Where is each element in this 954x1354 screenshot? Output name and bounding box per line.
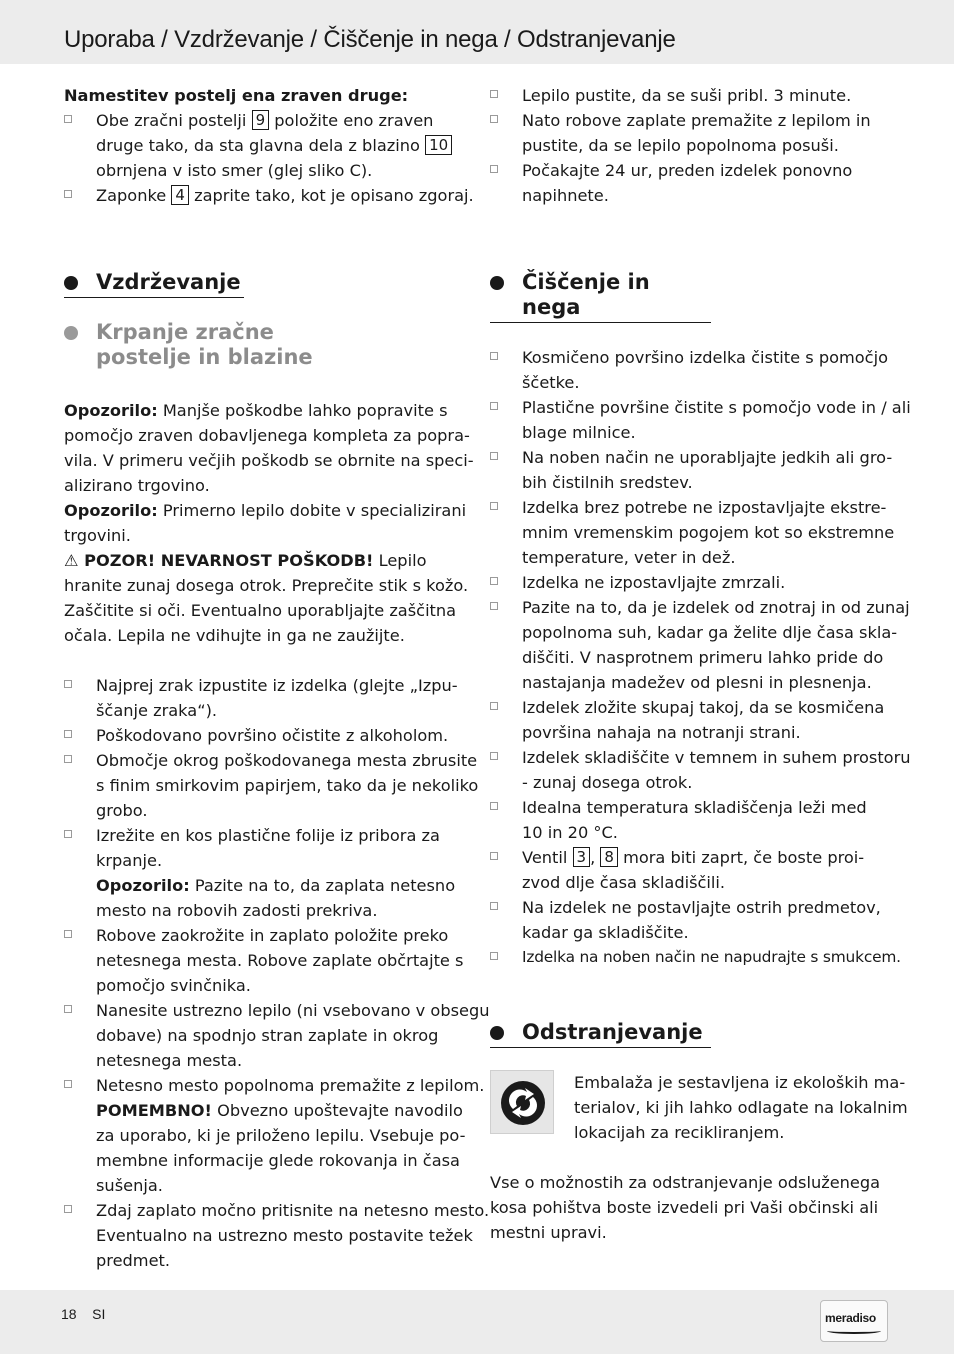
checkbox-bullet-icon <box>64 680 72 688</box>
checkbox-bullet-icon <box>64 1080 72 1088</box>
list-item: Izdelek zložite skupaj takoj, da se kosmičena površina nahaja na notranji strani. <box>490 695 890 745</box>
checkbox-bullet-icon <box>490 702 498 710</box>
list-item: Izdelka brez potrebe ne izpostavljajte ekstre- mnim vremenskim pogojem kot so ekstremne temperature, veter in dež. <box>490 495 890 570</box>
checkbox-bullet-icon <box>490 402 498 410</box>
list-item: Nanesite ustrezno lepilo (ni vsebovano v obsegu dobave) na spodnjo stran zaplate in okrog netesnega mesta. <box>64 998 464 1073</box>
bullet-dot-icon <box>64 276 78 290</box>
list-item: Izdelka ne izpostavljajte zmrzali. <box>490 570 890 595</box>
list-item: Pazite na to, da je izdelek od znotraj in od zunaj popolnoma suh, kadar ga želite dlje časa skla- diščiti. V nasprotnem primeru lahko pride do nastajanja madežev od plesni in plesnenja. <box>490 595 890 695</box>
warning: ⚠ POZOR! NEVARNOST POŠKODB! Lepilo <box>64 551 427 570</box>
repair-heading: Krpanje zračne postelje in blazine <box>64 320 464 370</box>
list-item: Območje okrog poškodovanega mesta zbrusite s finim smirkovim papirjem, tako da je nekoliko grobo. <box>64 748 464 823</box>
left-column: Namestitev postelj ena zraven druge: Obe zračni postelji 9 položite eno zraven druge tako, da sta glavna dela z blazino 10 obrnjena v isto smer (glej sliko C). Zaponke 4 zaprite tako, kot je opisano zgoraj. Vzdrževanje Krpanje zračne postelje in blazine Opozorilo: Manjše poškodbe lahko popravite s pomočjo zraven dobavljenega kompleta za popra- vila. V primeru večjih poškodb se obrnite na speci- alizirano trgovino. Opozorilo: Primerno lepilo dobite v specializirani trgovini. ⚠ POZOR! NEVARNOST POŠKODB! Lepilo hranite zunaj dosega otrok. Preprečite stik s kožo. Zaščitite si oči. Eventualno uporabljajte zaščitna očala. Lepila ne vdihujte in ga ne zaužijte. Najprej zrak izpustite iz izdelka (glejte „Izpu- ščanje zraka“). Poškodovano površino očistite z alkoholom. Območje okrog poškodovanega mesta zbrusite s finim smirkovim papirjem, tako da je nekoliko grobo. Izrežite en kos plastične folije iz pribora za krpanje. Opozorilo: Pazite na to, da zaplata netesno mesto na robovih zadosti prekriva. Robove zaokrožite in zaplato položite preko netesnega mesta. Robove zaplate občrtajte s pomočjo svinčnika. Nanesite ustrezno lepilo (ni vsebovano v obsegu dobave) na spodnjo stran zaplate in okrog netesnega mesta. Netesno mesto popolnoma premažite z lepilom. POMEMBNO! Obvezno upoštevajte navodilo za uporabo, ki je priloženo lepilu. Vsebuje po- membne informacije glede rokovanja in časa sušenja. Zdaj zaplato močno pritisnite na netesno mesto. Eventualno na ustrezno mesto postavite težek predmet. <box>64 83 464 1273</box>
page-number: 18 SI <box>61 1306 106 1322</box>
brand-logo: meradiso <box>820 1300 888 1342</box>
list-item: Poškodovano površino očistite z alkoholom. <box>64 723 464 748</box>
checkbox-bullet-icon <box>490 165 498 173</box>
checkbox-bullet-icon <box>64 115 72 123</box>
green-dot-recycling-icon <box>490 1070 554 1134</box>
note-1: Opozorilo: Manjše poškodbe lahko popravite s <box>64 401 448 420</box>
bullet-dot-icon <box>490 276 504 290</box>
checkbox-bullet-icon <box>64 730 72 738</box>
checkbox-bullet-icon <box>64 755 72 763</box>
list-item: Lepilo pustite, da se suši pribl. 3 minute. <box>490 83 890 108</box>
list-item: Plastične površine čistite s pomočjo vode in / ali blage milnice. <box>490 395 890 445</box>
list-item: Zaponke 4 zaprite tako, kot je opisano zgoraj. <box>64 183 464 208</box>
page-header <box>0 0 954 64</box>
checkbox-bullet-icon <box>64 1205 72 1213</box>
logo-swoosh-icon <box>827 1328 881 1334</box>
maintenance-heading: Vzdrževanje <box>64 270 244 298</box>
checkbox-bullet-icon <box>490 902 498 910</box>
list-item: Zdaj zaplato močno pritisnite na netesno mesto. Eventualno na ustrezno mesto postavite težek predmet. <box>64 1198 464 1273</box>
list-item: Netesno mesto popolnoma premažite z lepilom. POMEMBNO! Obvezno upoštevajte navodilo za uporabo, ki je priloženo lepilu. Vsebuje po- membne informacije glede rokovanja in časa sušenja. <box>64 1073 464 1198</box>
checkbox-bullet-icon <box>490 352 498 360</box>
checkbox-bullet-icon <box>490 752 498 760</box>
page-title: Uporaba / Vzdrževanje / Čiščenje in nega / Odstranjevanje <box>64 26 676 53</box>
checkbox-bullet-icon <box>490 602 498 610</box>
part-ref: 10 <box>425 135 452 155</box>
list-item: Kosmičeno površino izdelka čistite s pomočjo ščetke. <box>490 345 890 395</box>
checkbox-bullet-icon <box>490 502 498 510</box>
bullet-dot-icon <box>490 1026 504 1040</box>
list-item: Ventil 3 , 8 mora biti zaprt, če boste proi- zvod dlje časa skladiščili. <box>490 845 890 895</box>
list-item: Obe zračni postelji 9 položite eno zraven druge tako, da sta glavna dela z blazino 10 obrnjena v isto smer (glej sliko C). <box>64 108 464 183</box>
part-ref: 8 <box>600 847 618 867</box>
checkbox-bullet-icon <box>64 190 72 198</box>
checkbox-bullet-icon <box>490 115 498 123</box>
list-item: Izdelka na noben način ne napudrajte s smukcem. <box>490 945 890 970</box>
part-ref: 4 <box>171 185 189 205</box>
list-item: Počakajte 24 ur, preden izdelek ponovno napihnete. <box>490 158 890 208</box>
part-ref: 3 <box>573 847 591 867</box>
checkbox-bullet-icon <box>490 452 498 460</box>
checkbox-bullet-icon <box>490 802 498 810</box>
checkbox-bullet-icon <box>64 830 72 838</box>
checkbox-bullet-icon <box>64 1005 72 1013</box>
recycling-notice: Embalaža je sestavljena iz ekoloških ma- terialov, ki jih lahko odlagate na lokalnim lokacijah za recikliranjem. <box>490 1070 890 1145</box>
page-footer <box>0 1290 954 1354</box>
disposal-heading: Odstranjevanje <box>490 1020 711 1048</box>
list-item: Nato robove zaplate premažite z lepilom in pustite, da se lepilo popolnoma posuši. <box>490 108 890 158</box>
list-item: Na izdelek ne postavljajte ostrih predmetov, kadar ga skladiščite. <box>490 895 890 945</box>
note-2: Opozorilo: Primerno lepilo dobite v specializirani <box>64 501 467 520</box>
list-item: Izrežite en kos plastične folije iz pribora za krpanje. Opozorilo: Pazite na to, da zaplata netesno mesto na robovih zadosti prekriva. <box>64 823 464 923</box>
list-item: Idealna temperatura skladiščenja leži med 10 in 20 °C. <box>490 795 890 845</box>
language-code: SI <box>92 1306 106 1322</box>
list-item: Najprej zrak izpustite iz izdelka (glejte „Izpu- ščanje zraka“). <box>64 673 464 723</box>
cleaning-heading: Čiščenje in nega <box>490 270 711 323</box>
part-ref: 9 <box>252 110 270 130</box>
checkbox-bullet-icon <box>490 952 498 960</box>
checkbox-bullet-icon <box>490 852 498 860</box>
list-item: Robove zaokrožite in zaplato položite preko netesnega mesta. Robove zaplate občrtajte s pomočjo svinčnika. <box>64 923 464 998</box>
bullet-dot-icon <box>64 326 78 340</box>
right-column: Lepilo pustite, da se suši pribl. 3 minute. Nato robove zaplate premažite z lepilom in pustite, da se lepilo popolnoma posuši. Počakajte 24 ur, preden izdelek ponovno napihnete. Čiščenje in nega Kosmičeno površino izdelka čistite s pomočjo ščetke. Plastične površine čistite s pomočjo vode in / ali blage milnice. Na noben način ne uporabljajte jedkih ali gro- bih čistilnih sredstev. Izdelka brez potrebe ne izpostavljajte ekstre- mnim vremenskim pogojem kot so ekstremne temperature, veter in dež. Izdelka ne izpostavljajte zmrzali. Pazite na to, da je izdelek od znotraj in od zunaj popolnoma suh, kadar ga želite dlje časa skla- diščiti. V nasprotnem primeru lahko pride do nastajanja madežev od plesni in plesnenja. Izdelek zložite skupaj takoj, da se kosmičena površina nahaja na notranji strani. Izdelek skladiščite v temnem in suhem prostoru - zunaj dosega otrok. Idealna temperatura skladiščenja leži med 10 in 20 °C. Ventil 3 , 8 mora biti zaprt, če boste proi- zvod dlje časa skladiščili. Na izdelek ne postavljajte ostrih predmetov, kadar ga skladiščite. Izdelka na noben način ne napudrajte s smukcem. Odstranjevanje Embalaža je sestavljena iz ekoloških ma- terialov, ki jih lahko odlagate na lokalnim lokacijah za recikliranjem. Vse o možnostih za odstranjevanje odsluženega kosa pohištva boste izvedeli pri Vaši občinski ali mestni upravi. <box>490 83 890 1245</box>
checkbox-bullet-icon <box>490 577 498 585</box>
placement-title: Namestitev postelj ena zraven druge: <box>64 86 409 105</box>
list-item: Izdelek skladiščite v temnem in suhem prostoru - zunaj dosega otrok. <box>490 745 890 795</box>
checkbox-bullet-icon <box>64 930 72 938</box>
checkbox-bullet-icon <box>490 90 498 98</box>
list-item: Na noben način ne uporabljajte jedkih ali gro- bih čistilnih sredstev. <box>490 445 890 495</box>
